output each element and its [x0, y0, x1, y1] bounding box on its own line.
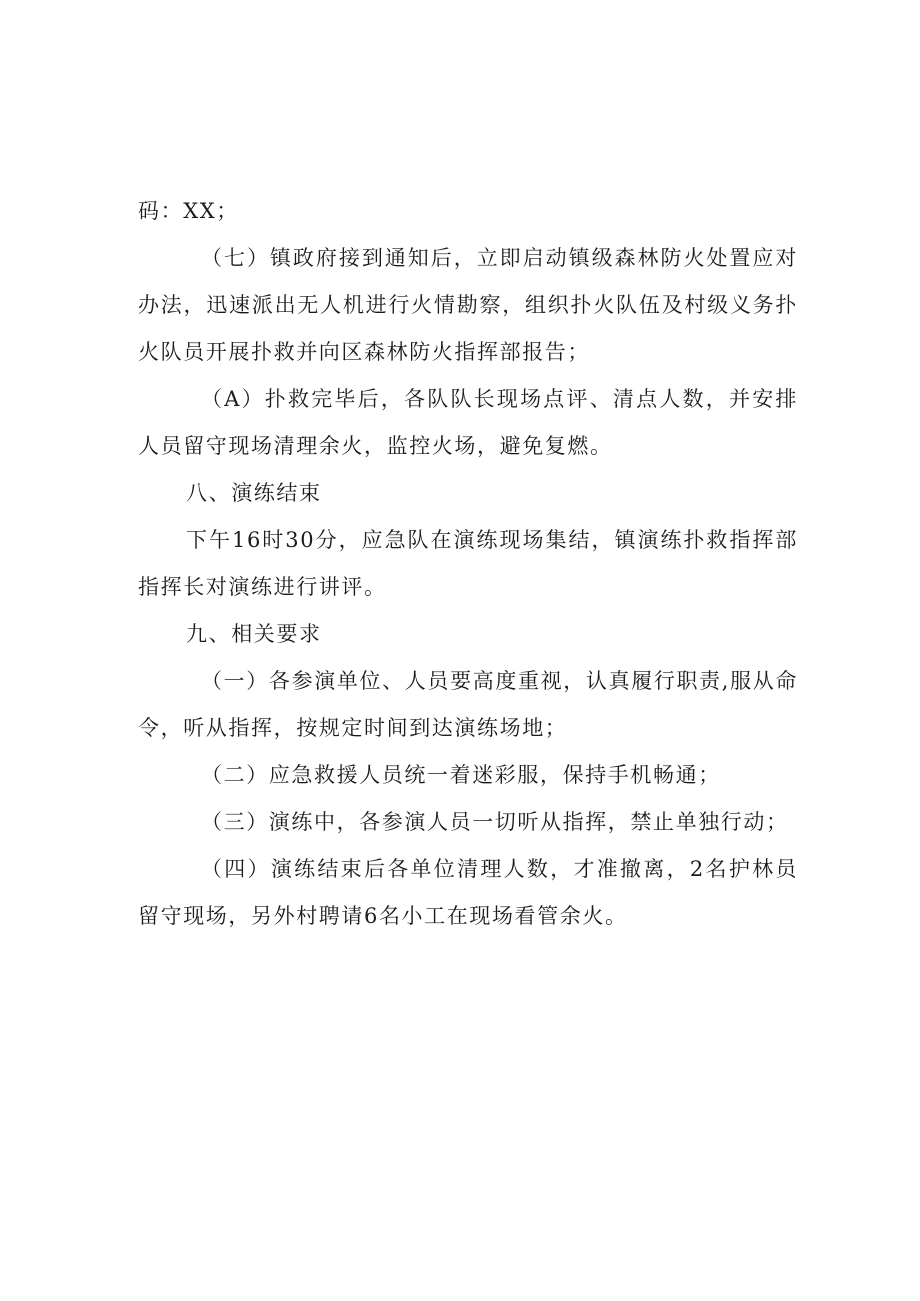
section-heading-8: 八、演练结束	[186, 481, 322, 505]
document-body	[138, 188, 798, 940]
requirement-item-3: （三）演练中，各参演人员一切听从指挥，禁止单独行动；	[201, 810, 789, 834]
requirement-item-4: （四）演练结束后各单位清理人数，才准撤离，2名护林员留守现场，另外村聘请6名小工在现场看管余火。	[138, 857, 798, 928]
paragraph-exercise-end: 下午16时30分，应急队在演练现场集结，镇演练扑救指挥部指挥长对演练进行讲评。	[138, 528, 798, 599]
requirement-item-2: （二）应急救援人员统一着迷彩服，保持手机畅通；	[201, 763, 721, 787]
paragraph-item-a: （A）扑救完毕后，各队队长现场点评、清点人数，并安排人员留守现场清理余火，监控火场，避免复燃。	[138, 387, 798, 458]
requirement-item-1: （一）各参演单位、人员要高度重视，认真履行职责,服从命令，听从指挥，按规定时间到达演练场地；	[138, 669, 798, 740]
paragraph-item-7: （七）镇政府接到通知后，立即启动镇级森林防火处置应对办法，迅速派出无人机进行火情勘察，组织扑火队伍及村级义务扑火队员开展扑救并向区森林防火指挥部报告；	[138, 246, 798, 364]
section-heading-9: 九、相关要求	[186, 622, 322, 646]
paragraph-continuation: 码：XX；	[138, 199, 239, 223]
